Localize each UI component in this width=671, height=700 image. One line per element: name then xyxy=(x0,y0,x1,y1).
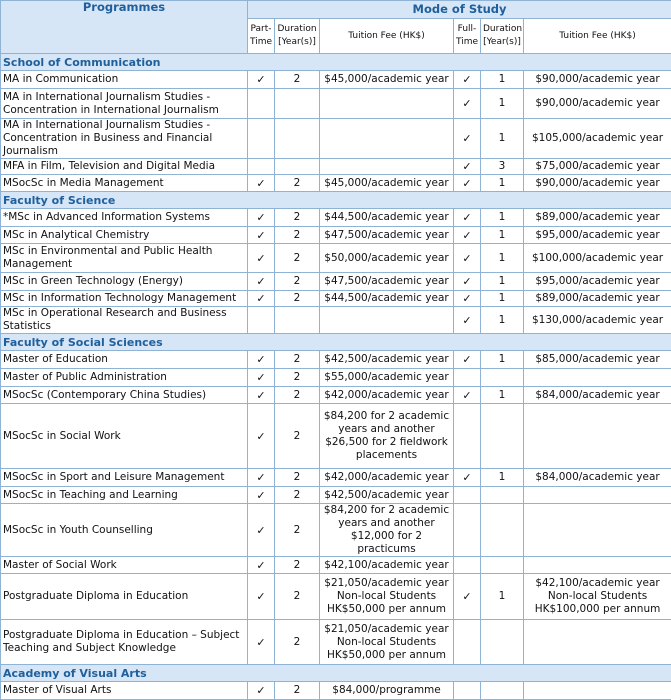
programme-name: MSocSc in Teaching and Learning xyxy=(1,487,248,504)
programme-name: Master of Visual Arts xyxy=(1,682,248,700)
table-row xyxy=(1,227,671,244)
part-time-fee: $21,050/academic year Non-local Students HK$50,000 per annum xyxy=(320,620,454,665)
full-time-duration: 1 xyxy=(481,175,524,192)
part-time-tick: ✓ xyxy=(248,209,275,227)
full-time-tick: ✓ xyxy=(454,291,481,307)
full-time-fee: $90,000/academic year xyxy=(524,71,671,89)
section-heading: Academy of Visual Arts xyxy=(1,665,671,682)
full-time-duration: 1 xyxy=(481,574,524,620)
full-time-duration xyxy=(481,504,524,557)
full-time-fee: $90,000/academic year xyxy=(524,89,671,119)
full-time-tick: ✓ xyxy=(454,175,481,192)
part-time-tick: ✓ xyxy=(248,620,275,665)
full-time-tick: ✓ xyxy=(454,159,481,175)
table-row xyxy=(1,504,671,557)
full-time-fee: $130,000/academic year xyxy=(524,307,671,334)
full-time-fee: $105,000/academic year xyxy=(524,119,671,159)
full-time-tick: ✓ xyxy=(454,119,481,159)
part-time-duration: 2 xyxy=(275,71,320,89)
part-time-header: Part-Time xyxy=(248,19,275,54)
table-row xyxy=(1,291,671,307)
programme-name: MA in International Journalism Studies -Concentration in International Journalism xyxy=(1,89,248,119)
table-row xyxy=(1,682,671,700)
part-time-fee xyxy=(320,119,454,159)
part-time-fee: $55,000/academic year xyxy=(320,369,454,387)
part-time-tick xyxy=(248,89,275,119)
programme-name: Master of Public Administration xyxy=(1,369,248,387)
part-time-fee: $47,500/academic year xyxy=(320,227,454,244)
full-time-duration: 1 xyxy=(481,227,524,244)
table-row xyxy=(1,404,671,469)
full-time-tick xyxy=(454,504,481,557)
part-time-tick xyxy=(248,119,275,159)
part-time-duration: 2 xyxy=(275,209,320,227)
full-time-duration: 1 xyxy=(481,273,524,291)
table-row xyxy=(1,159,671,175)
full-time-fee xyxy=(524,557,671,574)
full-time-header: Full-Time xyxy=(454,19,481,54)
programme-name: MSocSc in Media Management xyxy=(1,175,248,192)
full-time-fee xyxy=(524,682,671,700)
full-time-tick: ✓ xyxy=(454,387,481,404)
table-row xyxy=(1,487,671,504)
full-time-duration: 1 xyxy=(481,291,524,307)
part-time-duration: 2 xyxy=(275,351,320,369)
part-time-duration: 2 xyxy=(275,175,320,192)
full-time-duration: 1 xyxy=(481,119,524,159)
full-time-tick xyxy=(454,404,481,469)
part-time-tick: ✓ xyxy=(248,469,275,487)
part-time-tick: ✓ xyxy=(248,227,275,244)
full-time-tick: ✓ xyxy=(454,227,481,244)
full-time-tick: ✓ xyxy=(454,273,481,291)
full-time-fee: $95,000/academic year xyxy=(524,273,671,291)
full-time-tick: ✓ xyxy=(454,209,481,227)
full-time-fee: $89,000/academic year xyxy=(524,291,671,307)
part-time-tick: ✓ xyxy=(248,273,275,291)
table-row xyxy=(1,574,671,620)
full-time-tick xyxy=(454,487,481,504)
part-time-duration: 2 xyxy=(275,387,320,404)
table-row xyxy=(1,469,671,487)
full-time-tick xyxy=(454,369,481,387)
full-time-duration xyxy=(481,487,524,504)
full-time-duration: 1 xyxy=(481,209,524,227)
full-time-fee: $90,000/academic year xyxy=(524,175,671,192)
part-time-fee: $84,200 for 2 academic years and another $26,500 for 2 fieldwork placements xyxy=(320,404,454,469)
full-time-fee: $84,000/academic year xyxy=(524,469,671,487)
full-time-tick: ✓ xyxy=(454,351,481,369)
full-time-duration xyxy=(481,557,524,574)
table-row xyxy=(1,244,671,273)
part-time-fee: $84,000/programme xyxy=(320,682,454,700)
part-time-duration: 2 xyxy=(275,227,320,244)
part-time-duration: 2 xyxy=(275,504,320,557)
part-time-tick xyxy=(248,159,275,175)
programme-name: MA in International Journalism Studies - Concentration in Business and Financial Journalism xyxy=(1,119,248,159)
full-time-tick xyxy=(454,557,481,574)
full-time-fee-header: Tuition Fee (HK$) xyxy=(524,19,671,54)
part-time-tick: ✓ xyxy=(248,682,275,700)
programme-name: MSc in Green Technology (Energy) xyxy=(1,273,248,291)
part-time-tick: ✓ xyxy=(248,369,275,387)
part-time-tick: ✓ xyxy=(248,557,275,574)
part-time-fee xyxy=(320,89,454,119)
programme-name: Postgraduate Diploma in Education xyxy=(1,574,248,620)
part-time-fee: $44,500/academic year xyxy=(320,209,454,227)
part-time-duration: 2 xyxy=(275,620,320,665)
mode-of-study-header: Mode of Study xyxy=(248,1,671,19)
part-time-duration: 2 xyxy=(275,273,320,291)
part-time-duration xyxy=(275,119,320,159)
table-row xyxy=(1,387,671,404)
part-time-tick: ✓ xyxy=(248,387,275,404)
table-row xyxy=(1,273,671,291)
full-time-fee: $85,000/academic year xyxy=(524,351,671,369)
full-time-duration xyxy=(481,404,524,469)
full-time-tick: ✓ xyxy=(454,244,481,273)
part-time-fee: $45,000/academic year xyxy=(320,175,454,192)
full-time-duration xyxy=(481,369,524,387)
part-time-tick: ✓ xyxy=(248,291,275,307)
part-time-duration: 2 xyxy=(275,487,320,504)
table-row xyxy=(1,369,671,387)
part-time-tick: ✓ xyxy=(248,351,275,369)
table-row xyxy=(1,307,671,334)
table-row xyxy=(1,89,671,119)
part-time-fee xyxy=(320,307,454,334)
full-time-duration: 3 xyxy=(481,159,524,175)
part-time-duration xyxy=(275,89,320,119)
full-time-fee: $100,000/academic year xyxy=(524,244,671,273)
part-time-duration: 2 xyxy=(275,404,320,469)
full-time-duration xyxy=(481,620,524,665)
programme-name: MSocSc in Social Work xyxy=(1,404,248,469)
section-heading: School of Communication xyxy=(1,54,671,71)
part-time-tick: ✓ xyxy=(248,487,275,504)
full-time-duration: 1 xyxy=(481,71,524,89)
part-time-fee xyxy=(320,159,454,175)
part-time-fee-header: Tuition Fee (HK$) xyxy=(320,19,454,54)
full-time-fee xyxy=(524,404,671,469)
full-time-tick: ✓ xyxy=(454,307,481,334)
full-time-duration: 1 xyxy=(481,244,524,273)
part-time-duration: 2 xyxy=(275,369,320,387)
full-time-duration: 1 xyxy=(481,307,524,334)
part-time-duration-header: Duration [Year(s)] xyxy=(275,19,320,54)
part-time-fee: $42,500/academic year xyxy=(320,487,454,504)
full-time-fee: $84,000/academic year xyxy=(524,387,671,404)
part-time-fee: $50,000/academic year xyxy=(320,244,454,273)
programme-name: MSocSc in Youth Counselling xyxy=(1,504,248,557)
full-time-fee: $42,100/academic year Non-local Students HK$100,000 per annum xyxy=(524,574,671,620)
full-time-tick: ✓ xyxy=(454,89,481,119)
full-time-duration: 1 xyxy=(481,387,524,404)
full-time-duration: 1 xyxy=(481,351,524,369)
table-row xyxy=(1,209,671,227)
programme-name: Master of Education xyxy=(1,351,248,369)
part-time-tick: ✓ xyxy=(248,175,275,192)
part-time-duration: 2 xyxy=(275,291,320,307)
full-time-fee: $95,000/academic year xyxy=(524,227,671,244)
part-time-tick: ✓ xyxy=(248,404,275,469)
full-time-fee: $89,000/academic year xyxy=(524,209,671,227)
full-time-duration: 1 xyxy=(481,89,524,119)
part-time-duration: 2 xyxy=(275,682,320,700)
full-time-fee: $75,000/academic year xyxy=(524,159,671,175)
programme-name: MFA in Film, Television and Digital Media xyxy=(1,159,248,175)
part-time-fee: $42,000/academic year xyxy=(320,469,454,487)
full-time-duration: 1 xyxy=(481,469,524,487)
full-time-fee xyxy=(524,369,671,387)
part-time-duration: 2 xyxy=(275,557,320,574)
programme-name: *MSc in Advanced Information Systems xyxy=(1,209,248,227)
part-time-tick: ✓ xyxy=(248,71,275,89)
full-time-tick xyxy=(454,620,481,665)
full-time-tick: ✓ xyxy=(454,71,481,89)
full-time-fee xyxy=(524,620,671,665)
part-time-fee: $47,500/academic year xyxy=(320,273,454,291)
programme-name: MSc in Information Technology Management xyxy=(1,291,248,307)
full-time-duration-header: Duration [Year(s)] xyxy=(481,19,524,54)
part-time-duration: 2 xyxy=(275,469,320,487)
part-time-duration: 2 xyxy=(275,244,320,273)
part-time-fee: $84,200 for 2 academic years and another $12,000 for 2 practicums xyxy=(320,504,454,557)
part-time-tick: ✓ xyxy=(248,504,275,557)
table-row xyxy=(1,71,671,89)
programme-name: MSc in Environmental and Public Health Management xyxy=(1,244,248,273)
programme-name: MSc in Operational Research and Business Statistics xyxy=(1,307,248,334)
full-time-tick xyxy=(454,682,481,700)
table-row xyxy=(1,557,671,574)
programme-name: MSocSc (Contemporary China Studies) xyxy=(1,387,248,404)
section-heading: Faculty of Science xyxy=(1,192,671,209)
part-time-fee: $42,000/academic year xyxy=(320,387,454,404)
programme-name: Master of Social Work xyxy=(1,557,248,574)
part-time-duration xyxy=(275,307,320,334)
full-time-tick: ✓ xyxy=(454,469,481,487)
programme-name: Postgraduate Diploma in Education – Subject Teaching and Subject Knowledge xyxy=(1,620,248,665)
table-row xyxy=(1,119,671,159)
programme-name: MSc in Analytical Chemistry xyxy=(1,227,248,244)
table-row xyxy=(1,175,671,192)
part-time-tick: ✓ xyxy=(248,244,275,273)
part-time-fee: $42,500/academic year xyxy=(320,351,454,369)
full-time-fee xyxy=(524,504,671,557)
programmes-header: Programmes xyxy=(1,1,248,54)
part-time-fee: $44,500/academic year xyxy=(320,291,454,307)
full-time-tick: ✓ xyxy=(454,574,481,620)
full-time-fee xyxy=(524,487,671,504)
table-row xyxy=(1,620,671,665)
part-time-fee: $42,100/academic year xyxy=(320,557,454,574)
programme-name: MSocSc in Sport and Leisure Management xyxy=(1,469,248,487)
part-time-fee: $21,050/academic year Non-local Students HK$50,000 per annum xyxy=(320,574,454,620)
part-time-duration xyxy=(275,159,320,175)
part-time-duration: 2 xyxy=(275,574,320,620)
table-row xyxy=(1,351,671,369)
part-time-tick xyxy=(248,307,275,334)
section-heading: Faculty of Social Sciences xyxy=(1,334,671,351)
full-time-duration xyxy=(481,682,524,700)
part-time-tick: ✓ xyxy=(248,574,275,620)
programme-name: MA in Communication xyxy=(1,71,248,89)
part-time-fee: $45,000/academic year xyxy=(320,71,454,89)
